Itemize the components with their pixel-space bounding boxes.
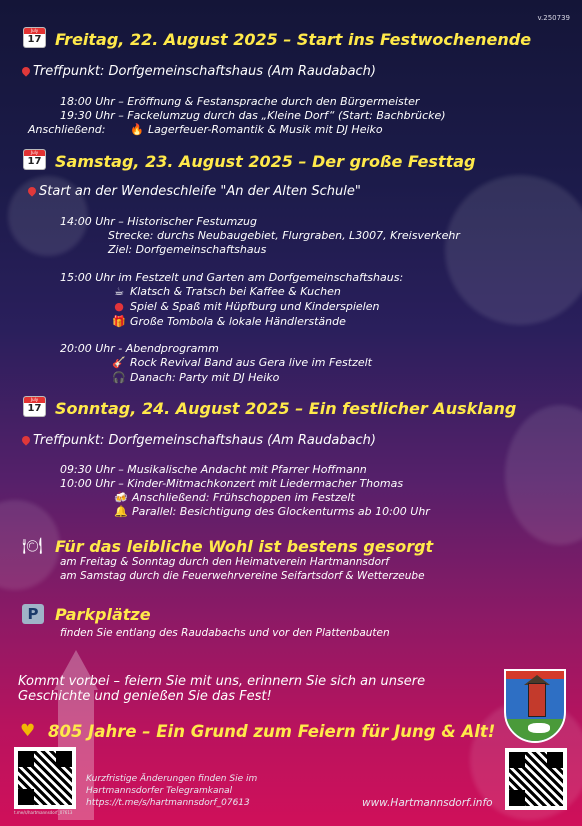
parking-icon: P: [22, 604, 44, 624]
sunday-title: Sonntag, 24. August 2025 – Ein festlicher Ausklang: [55, 399, 517, 418]
balloon-icon: ●: [114, 300, 124, 313]
saturday-evening: 20:00 Uhr - Abendprogramm: [60, 342, 219, 355]
saturday-tent-item: ☕ Klatsch & Tratsch bei Kaffee & Kuchen: [112, 285, 341, 298]
saturday-route: Strecke: durchs Neubaugebiet, Flurgraben, L3007, Kreisverkehr: [108, 229, 460, 242]
invite-line: Geschichte und genießen Sie das Fest!: [18, 689, 272, 704]
sunday-item: 🔔 Parallel: Besichtigung des Glockenturms ab 10:00 Uhr: [114, 505, 430, 518]
version-label: v.250739: [537, 14, 570, 22]
saturday-tent: 15:00 Uhr im Festzelt und Garten am Dorfgemeinschaftshaus:: [60, 271, 404, 284]
saturday-evening-item: 🎸 Rock Revival Band aus Gera live im Festzelt: [112, 356, 372, 369]
friday-title: Freitag, 22. August 2025 – Start ins Festwochenende: [55, 30, 532, 49]
saturday-tent-item: ● Spiel & Spaß mit Hüpfburg und Kinderspielen: [112, 300, 379, 313]
coffee-icon: ☕: [114, 285, 124, 298]
sunday-line: 10:00 Uhr – Kinder-Mitmachkonzert mit Liedermacher Thomas: [60, 477, 404, 490]
map-pin-icon: [26, 185, 37, 196]
bell-icon: 🔔: [114, 505, 128, 518]
calendar-icon: July 17: [24, 397, 45, 416]
telegram-info: [86, 773, 257, 809]
saturday-title: Samstag, 23. August 2025 – Der große Festtag: [55, 152, 476, 171]
telegram-line: Hartmannsdorfer Telegramkanal: [86, 786, 233, 796]
guitar-icon: 🎸: [112, 356, 126, 369]
invite-line: Kommt vorbei – feiern Sie mit uns, erinnern Sie sich an unsere: [18, 674, 426, 689]
map-pin-icon: [20, 434, 31, 445]
parking-title: Parkplätze: [55, 605, 151, 624]
heart-icon: ♥: [20, 721, 36, 741]
calendar-icon: July 17: [24, 150, 45, 169]
calendar-icon: July 17: [24, 28, 45, 47]
food-line: am Samstag durch die Feuerwehrvereine Seifartsdorf & Wetterzeube: [60, 570, 425, 582]
website-qr-code[interactable]: [505, 748, 567, 810]
fire-icon: 🔥: [130, 123, 144, 136]
sunday-item: 🍻 Anschließend: Frühschoppen im Festzelt: [114, 491, 355, 504]
headphones-icon: 🎧: [112, 371, 126, 384]
bokeh-light: [505, 405, 582, 545]
telegram-qr-code[interactable]: [14, 747, 76, 809]
plate-icon: 🍽: [22, 536, 43, 555]
food-line: am Freitag & Sonntag durch den Heimatverein Hartmannsdorf: [60, 556, 390, 568]
friday-meeting: Treffpunkt: Dorfgemeinschaftshaus (Am Raudabach): [22, 64, 376, 79]
friday-after-label: Anschließend:: [28, 123, 106, 136]
coat-of-arms: [504, 669, 566, 743]
map-pin-icon: [20, 65, 31, 76]
saturday-evening-item: 🎧 Danach: Party mit DJ Heiko: [112, 371, 280, 384]
beer-icon: 🍻: [114, 491, 128, 504]
saturday-goal: Ziel: Dorfgemeinschaftshaus: [108, 243, 267, 256]
parking-text: finden Sie entlang des Raudabachs und vor den Plattenbauten: [60, 627, 390, 639]
gift-icon: 🎁: [112, 315, 126, 328]
saturday-tent-item: 🎁 Große Tombola & lokale Händlerstände: [112, 315, 346, 328]
saturday-meeting: Start an der Wendeschleife "An der Alten Schule": [28, 184, 361, 199]
telegram-line: Kurzfristige Änderungen finden Sie im: [86, 774, 258, 784]
friday-after: 🔥 Lagerfeuer-Romantik & Musik mit DJ Heiko: [130, 123, 383, 136]
friday-line: 19:30 Uhr – Fackelumzug durch das „Kleine Dorf“ (Start: Bachbrücke): [60, 109, 446, 122]
saturday-parade: 14:00 Uhr – Historischer Festumzug: [60, 215, 258, 228]
website-link[interactable]: www.Hartmannsdorf.info: [362, 797, 493, 809]
friday-line: 18:00 Uhr – Eröffnung & Festansprache durch den Bürgermeister: [60, 95, 420, 108]
sunday-meeting: Treffpunkt: Dorfgemeinschaftshaus (Am Raudabach): [22, 433, 376, 448]
food-title: Für das leibliche Wohl ist bestens gesorgt: [55, 537, 434, 556]
bokeh-light: [445, 175, 582, 325]
qr-caption: t.me/s/hartmannsdorf_07613: [14, 810, 73, 815]
anniversary-text: 805 Jahre – Ein Grund zum Feiern für Jung & Alt!: [48, 722, 496, 741]
sunday-line: 09:30 Uhr – Musikalische Andacht mit Pfarrer Hoffmann: [60, 463, 367, 476]
telegram-link[interactable]: https://t.me/s/hartmannsdorf_07613: [86, 798, 250, 808]
